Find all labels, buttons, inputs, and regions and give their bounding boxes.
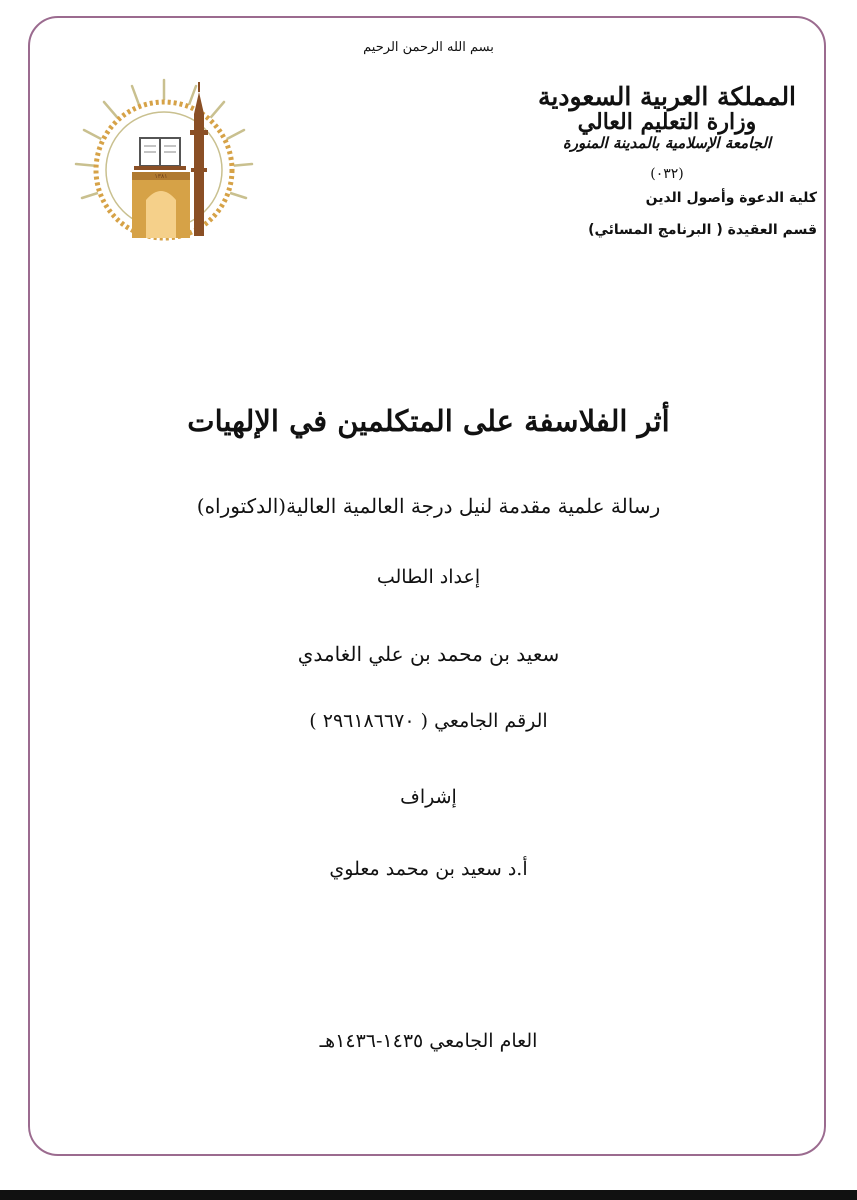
department-name: قسم العقيدة ( البرنامج المسائي) xyxy=(588,221,817,238)
supervision-label: إشراف xyxy=(400,786,457,808)
student-name: سعيد بن محمد بن علي الغامدي xyxy=(297,642,560,666)
kingdom-name: المملكة العربية السعودية xyxy=(537,82,797,111)
prepared-by-label: إعداد الطالب xyxy=(376,566,481,588)
open-book-icon xyxy=(134,138,186,170)
gate-icon xyxy=(132,172,190,238)
student-id: الرقم الجامعي ( ٢٩٦١٨٦٦٧٠ ) xyxy=(309,710,548,732)
thesis-title: أثر الفلاسفة على المتكلمين في الإلهيات xyxy=(187,404,670,438)
academic-year: العام الجامعي ١٤٣٥-١٤٣٦هـ xyxy=(319,1030,538,1052)
document-code: (٠٣٢) xyxy=(650,165,684,182)
ministry-name: وزارة التعليم العالي xyxy=(577,109,757,136)
supervisor-name: أ.د سعيد بن محمد معلوي xyxy=(329,858,528,880)
bottom-edge-bar xyxy=(0,1190,857,1200)
logo-founding-year: ١٣٨١ xyxy=(154,173,168,180)
institution-header xyxy=(517,84,817,238)
thesis-subtitle: رسالة علمية مقدمة لنيل درجة العالمية العالية(الدكتوراه) xyxy=(196,494,661,518)
college-name: كلية الدعوة وأصول الدين xyxy=(645,189,817,206)
university-logo xyxy=(72,72,256,242)
basmala: بسم الله الرحمن الرحيم xyxy=(363,40,494,55)
university-name: الجامعة الإسلامية بالمدينة المنورة xyxy=(562,134,772,153)
